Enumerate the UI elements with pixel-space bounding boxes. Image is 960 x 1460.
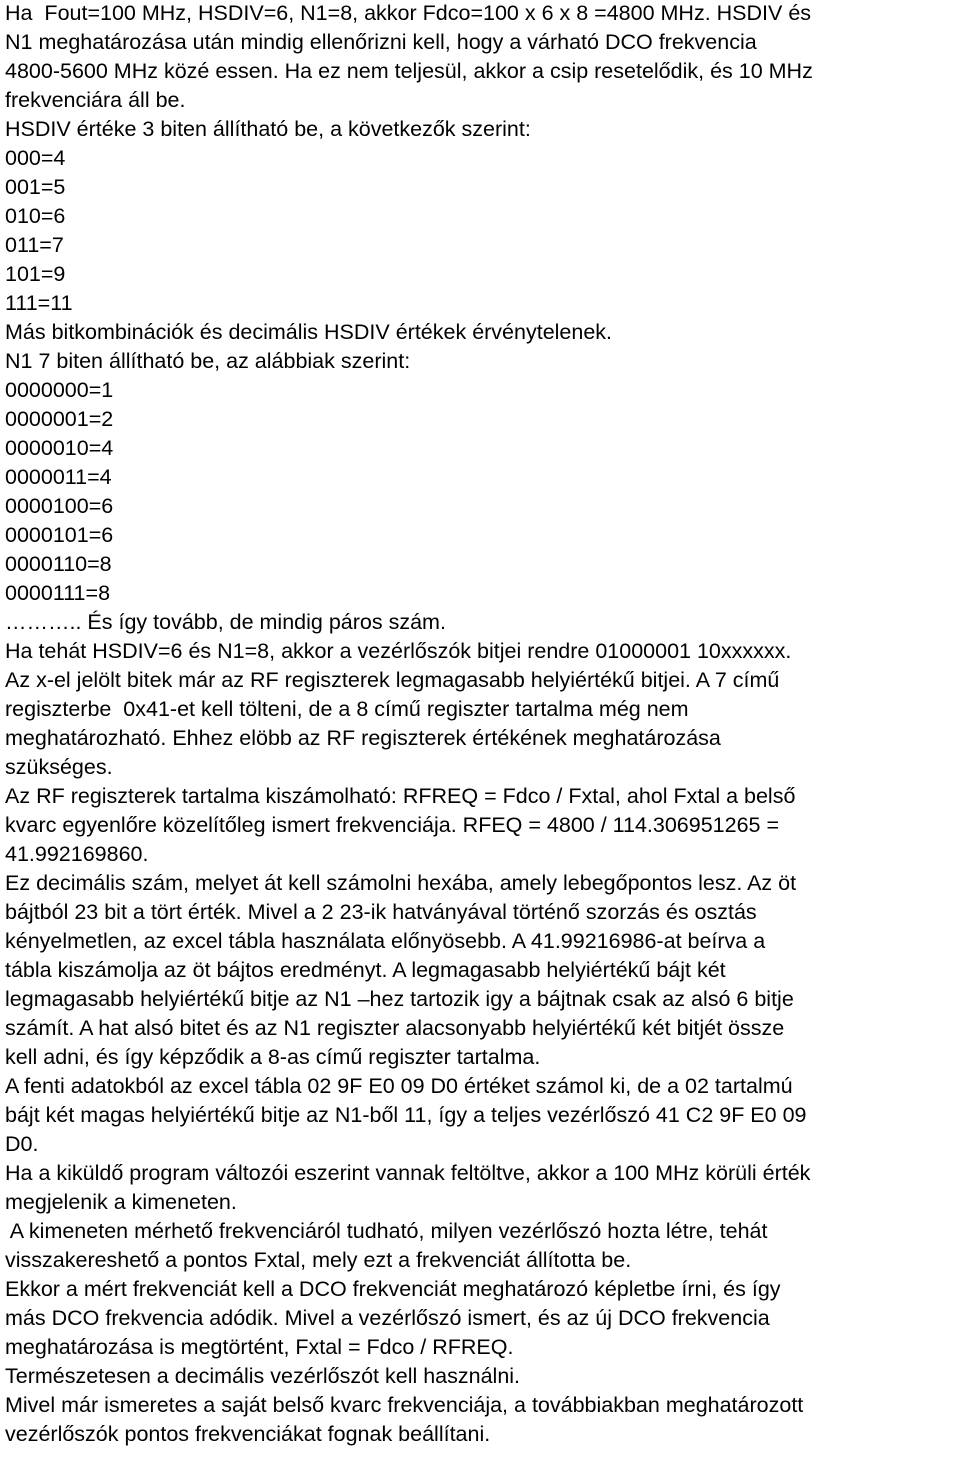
text-line: kvarc egyenlőre közelítőleg ismert frekvenciája. RFEQ = 4800 / 114.306951265 =: [5, 813, 780, 837]
text-line: 0000011=4: [5, 465, 112, 489]
text-line: kell adni, és így képződik a 8-as című regiszter tartalma.: [5, 1045, 541, 1069]
text-line: ……….. És így tovább, de mindig páros szám.: [5, 610, 446, 634]
text-line: 0000101=6: [5, 523, 114, 547]
text-line: 0000110=8: [5, 552, 112, 576]
text-line: A kimeneten mérhető frekvenciáról tudható, milyen vezérlőszó hozta létre, tehát: [5, 1219, 768, 1243]
text-line: Ez decimális szám, melyet át kell számolni hexába, amely lebegőpontos lesz. Az öt: [5, 871, 797, 895]
text-line: 011=7: [5, 233, 64, 257]
text-line: regiszterbe 0x41-et kell tölteni, de a 8 című regiszter tartalma még nem: [5, 697, 689, 721]
text-line: Ekkor a mért frekvenciát kell a DCO frekvenciát meghatározó képletbe írni, és így: [5, 1277, 781, 1301]
text-line: számít. A hat alsó bitet és az N1 regiszter alacsonyabb helyiértékű két bitjét össze: [5, 1016, 785, 1040]
text-line: 4800-5600 MHz közé essen. Ha ez nem teljesül, akkor a csip resetelődik, és 10 MHz: [5, 59, 813, 83]
text-line: bájt két magas helyiértékű bitje az N1-ből 11, így a teljes vezérlőszó 41 C2 9F E0 09: [5, 1103, 807, 1127]
text-line: legmagasabb helyiértékű bitje az N1 –hez tartozik igy a bájtnak csak az alsó 6 bitje: [5, 987, 794, 1011]
text-line: frekvenciára áll be.: [5, 88, 186, 112]
text-line: vezérlőszók pontos frekvenciákat fognak beállítani.: [5, 1422, 491, 1446]
text-line: 41.992169860.: [5, 842, 149, 866]
text-line: A fenti adatokból az excel tábla 02 9F E0 09 D0 értéket számol ki, de a 02 tartalmú: [5, 1074, 793, 1098]
text-line: HSDIV értéke 3 biten állítható be, a következők szerint:: [5, 117, 531, 141]
text-line: 0000010=4: [5, 436, 114, 460]
text-line: Ha a kiküldő program változói eszerint vannak feltöltve, akkor a 100 MHz körüli érték: [5, 1161, 811, 1185]
text-line: 111=11: [5, 291, 73, 315]
text-line: megjelenik a kimeneten.: [5, 1190, 237, 1214]
text-line: 001=5: [5, 175, 66, 199]
text-line: meghatározása is megtörtént, Fxtal = Fdco / RFREQ.: [5, 1335, 514, 1359]
text-line: 0000001=2: [5, 407, 114, 431]
text-line: 0000100=6: [5, 494, 114, 518]
text-line: szükséges.: [5, 755, 113, 779]
text-line: Természetesen a decimális vezérlőszót kell használni.: [5, 1364, 521, 1388]
text-line: Más bitkombinációk és decimális HSDIV értékek érvénytelenek.: [5, 320, 613, 344]
text-line: 000=4: [5, 146, 66, 170]
text-line: 101=9: [5, 262, 66, 286]
text-line: D0.: [5, 1132, 39, 1156]
text-line: 0000111=8: [5, 581, 111, 605]
text-line: Az RF regiszterek tartalma kiszámolható: RFREQ = Fdco / Fxtal, ahol Fxtal a belső: [5, 784, 796, 808]
text-line: bájtból 23 bit a tört érték. Mivel a 2 23-ik hatványával történő szorzás és osztás: [5, 900, 757, 924]
text-line: N1 meghatározása után mindig ellenőrizni kell, hogy a várható DCO frekvencia: [5, 30, 757, 54]
text-line: Ha tehát HSDIV=6 és N1=8, akkor a vezérlőszók bitjei rendre 01000001 10xxxxxx.: [5, 639, 792, 663]
text-line: Mivel már ismeretes a saját belső kvarc frekvenciája, a továbbiakban meghatározott: [5, 1393, 804, 1417]
text-line: kényelmetlen, az excel tábla használata előnyösebb. A 41.99216986-at beírva a: [5, 929, 766, 953]
text-line: 010=6: [5, 204, 66, 228]
text-line: 0000000=1: [5, 378, 114, 402]
text-line: tábla kiszámolja az öt bájtos eredményt. A legmagasabb helyiértékű bájt két: [5, 958, 726, 982]
text-line: N1 7 biten állítható be, az alábbiak szerint:: [5, 349, 411, 373]
text-line: más DCO frekvencia adódik. Mivel a vezérlőszó ismert, és az új DCO frekvencia: [5, 1306, 770, 1330]
text-line: meghatározható. Ehhez elöbb az RF regiszterek értékének meghatározása: [5, 726, 721, 750]
text-line: visszakereshető a pontos Fxtal, mely ezt a frekvenciát állította be.: [5, 1248, 632, 1272]
text-line: Ha Fout=100 MHz, HSDIV=6, N1=8, akkor Fdco=100 x 6 x 8 =4800 MHz. HSDIV és: [5, 1, 812, 25]
text-line: Az x-el jelölt bitek már az RF regiszterek legmagasabb helyiértékű bitjei. A 7 című: [5, 668, 780, 692]
